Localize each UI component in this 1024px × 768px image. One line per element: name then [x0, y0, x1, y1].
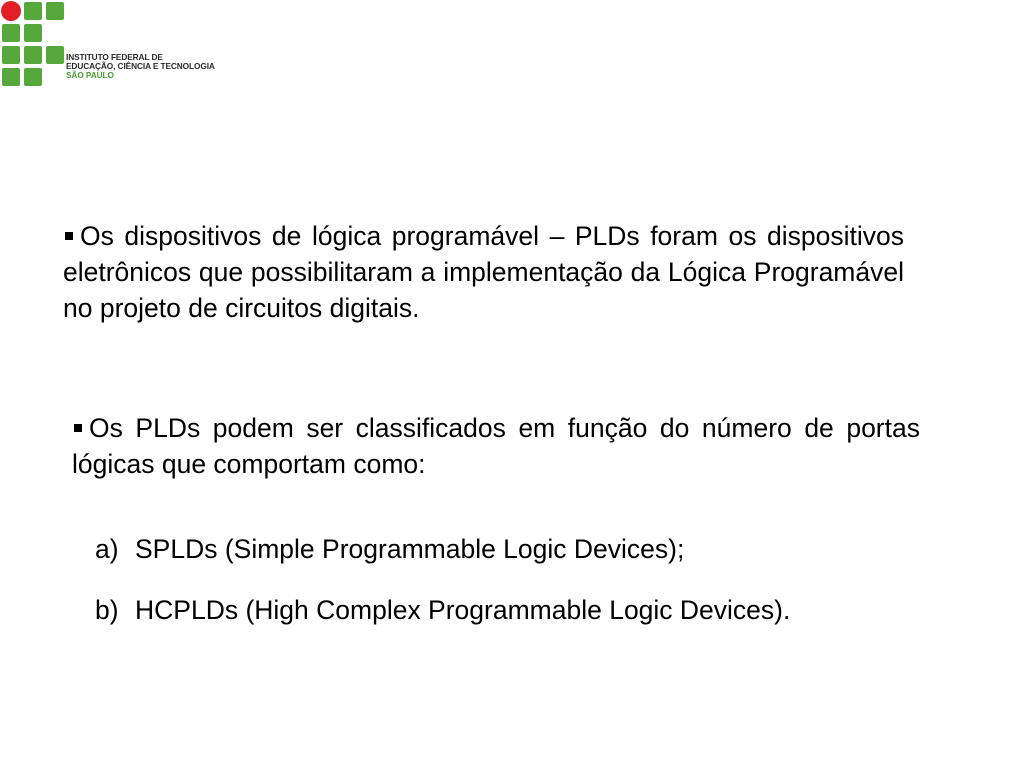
- logo-line-1: INSTITUTO FEDERAL DE: [66, 52, 163, 62]
- ifsp-logo-icon: [0, 0, 68, 90]
- square-bullet-icon: [65, 232, 73, 240]
- list-marker-b: b): [95, 595, 119, 625]
- list-text-b: HCPLDs (High Complex Programmable Logic Devices).: [135, 595, 791, 625]
- logo-line-3: SÃO PAULO: [66, 70, 114, 80]
- logo-line-2: EDUCAÇÃO, CIÊNCIA E TECNOLOGIA: [66, 61, 215, 71]
- bullet-text-2: Os PLDs podem ser classificados em função do número de portas lógicas que comportam como:: [72, 413, 920, 479]
- ifsp-logo: [0, 0, 230, 95]
- bullet-paragraph-1: [63, 218, 904, 326]
- list-text-a: SPLDs (Simple Programmable Logic Devices);: [135, 534, 685, 564]
- bullet-paragraph-2: [72, 410, 920, 482]
- list-item-b: [95, 590, 895, 631]
- square-bullet-icon: [74, 424, 82, 432]
- bullet-text-1: Os dispositivos de lógica programável – PLDs foram os dispositivos eletrônicos que possibilitaram a implementação da Lógica Programável no projeto de circuitos digitais.: [63, 221, 904, 323]
- ifsp-logo-text: [66, 53, 215, 80]
- list-marker-a: a): [95, 534, 119, 564]
- list-item-a: [95, 529, 875, 570]
